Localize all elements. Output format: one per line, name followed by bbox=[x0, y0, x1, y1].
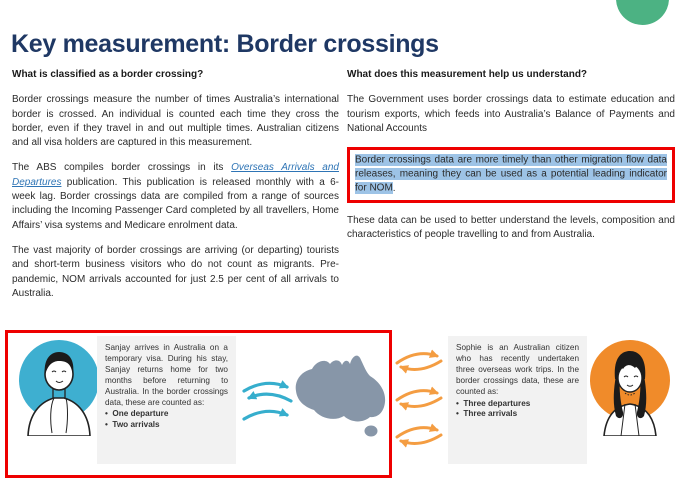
highlighted-paragraph bbox=[355, 153, 667, 196]
paragraph-text: The ABS compiles border crossings in its bbox=[12, 162, 232, 174]
overseas-arrivals-departures-link[interactable]: Overseas Arrivals and Departures bbox=[12, 162, 339, 188]
government-use-paragraph: The Government uses border crossings data to estimate education and tourism exports, which feeds into Australia’s Balance of Payments and National Accounts bbox=[347, 94, 675, 134]
list-item: • One departure bbox=[105, 409, 228, 420]
sanjay-description: Sanjay arrives in Australia on a temporary visa. During his stay, Sanjay returns home for two months before returning to Australia. In the border crossings data, these are counted as: bbox=[105, 343, 228, 407]
sanjay-count-list bbox=[105, 409, 228, 431]
tourists-paragraph: The vast majority of border crossings are arriving (or departing) tourists and short-term business visitors who do not count as migrants. Pre-pandemic, NOM arrivals accounted for just 2.5 per cent of all arrivals to Australia. bbox=[12, 244, 339, 299]
levels-composition-paragraph: These data can be used to better understand the levels, composition and characteristics of people travelling to and from Australia. bbox=[347, 215, 675, 241]
list-item: • Two arrivals bbox=[105, 420, 228, 431]
green-semicircle-icon bbox=[616, 0, 669, 25]
sanjay-example-text-box bbox=[97, 336, 236, 464]
page-title: Key measurement: Border crossings bbox=[11, 29, 439, 58]
left-column-heading: What is classified as a border crossing? bbox=[12, 69, 204, 80]
australia-map-icon bbox=[288, 345, 388, 439]
sophie-description: Sophie is an Australian citizen who has recently undertaken three overseas work trips. In the border crossings data, these are counted as: bbox=[456, 343, 579, 396]
highlighted-text-suffix: . bbox=[392, 182, 396, 194]
left-column bbox=[12, 68, 339, 312]
abs-publication-paragraph bbox=[12, 161, 339, 232]
list-item: • Three arrivals bbox=[456, 409, 579, 420]
blue-travel-arrows-icon bbox=[241, 376, 295, 424]
right-column-heading: What does this measurement help us understand? bbox=[347, 69, 588, 80]
orange-travel-arrows-icon bbox=[394, 348, 446, 456]
sophie-count-list bbox=[456, 399, 579, 421]
red-annotation-box bbox=[347, 147, 675, 203]
sanjay-avatar bbox=[15, 337, 103, 436]
sophie-avatar bbox=[586, 337, 674, 436]
list-item: • Three departures bbox=[456, 399, 579, 410]
paragraph-text: publication. This publication is released monthly with a 6-week lag. Border crossings data are compiled from a range of sources including the Incoming Passenger Card completed by all travellers, Home Affairs’ visa systems and Medicare enrolment data. bbox=[12, 176, 339, 231]
definition-paragraph: Border crossings measure the number of times Australia’s international border is crossed. An individual is counted each time they cross the border, even if they travel in and out multiple times. Australian citizens and all visa holders are captured in this measurement. bbox=[12, 94, 339, 149]
highlighted-text: Border crossings data are more timely than other migration flow data releases, meaning they can be used as a potential leading indicator for NOM bbox=[355, 154, 667, 194]
sophie-example-text-box bbox=[448, 336, 587, 464]
right-column bbox=[347, 68, 675, 254]
